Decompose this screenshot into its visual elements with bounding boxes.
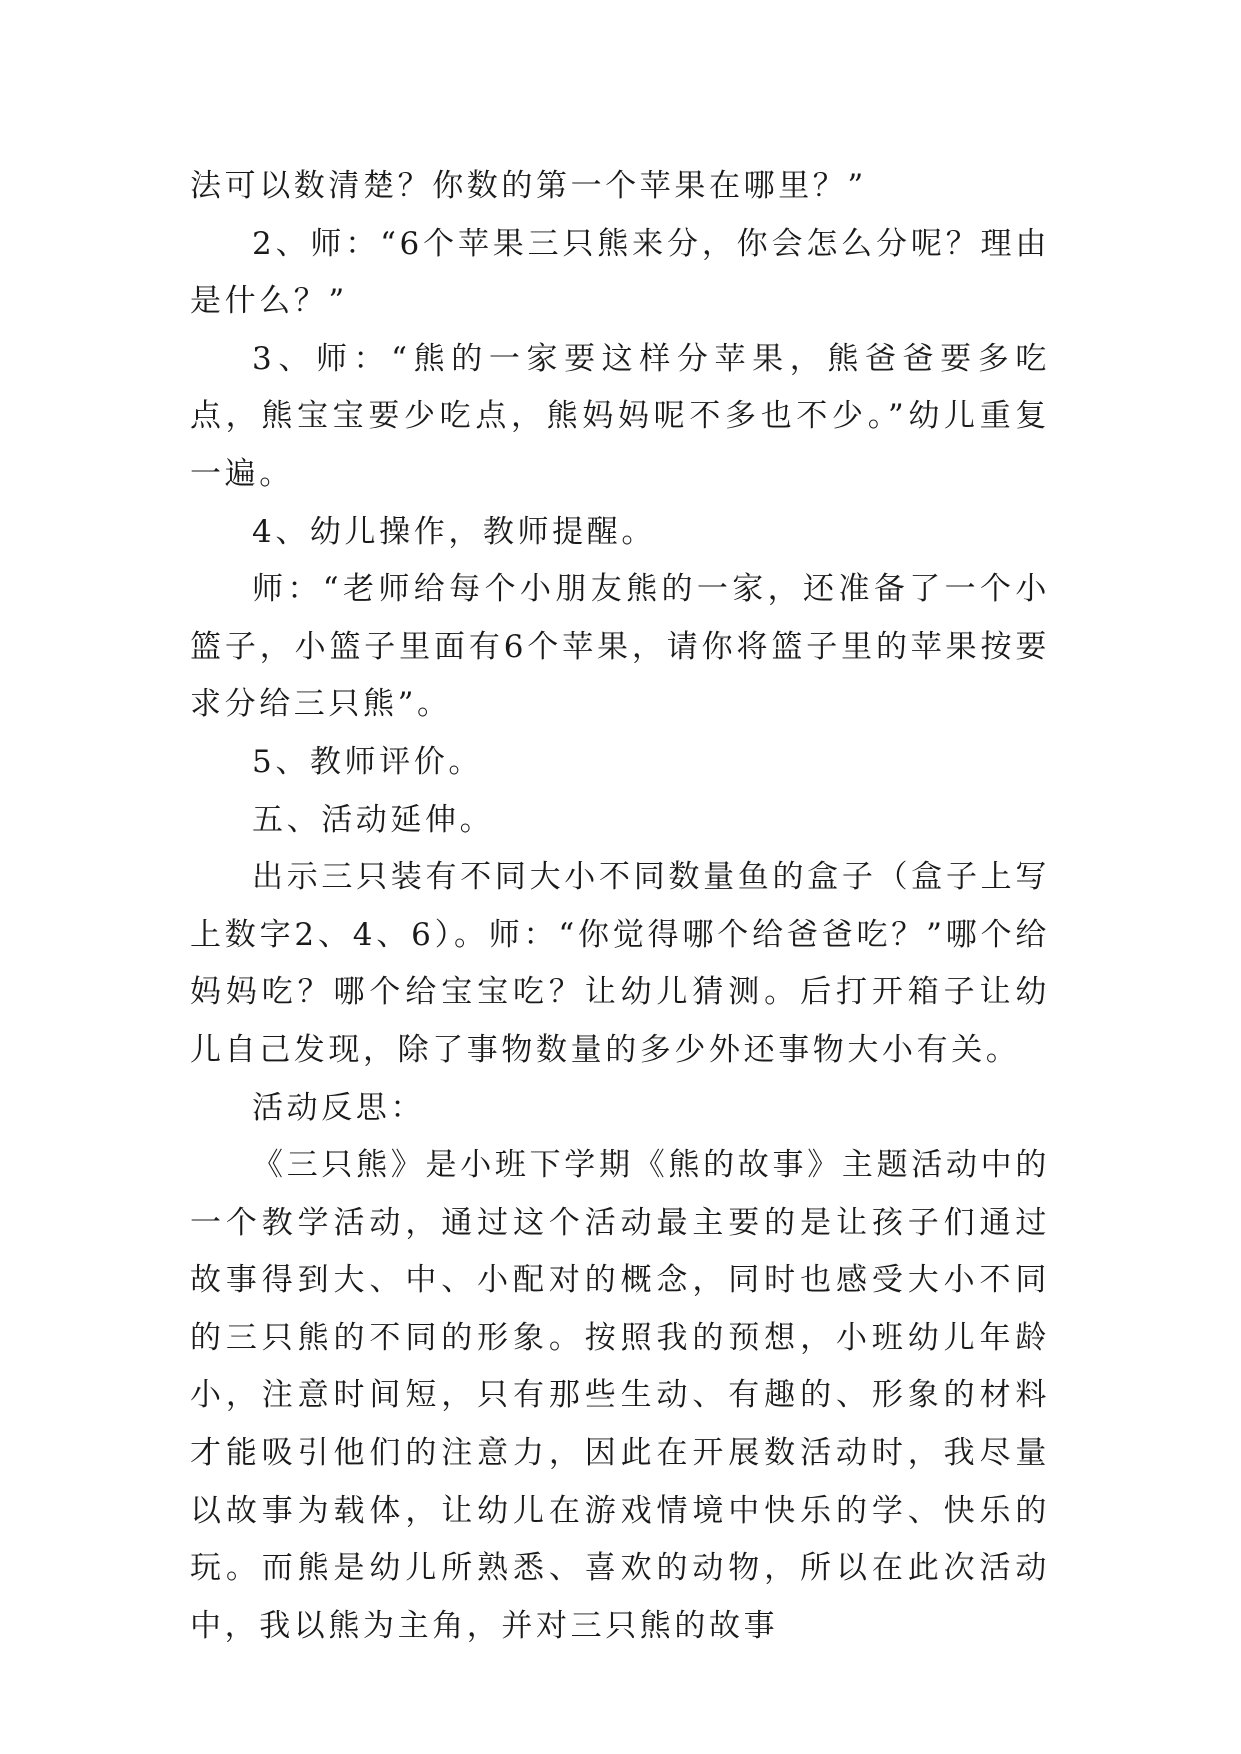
paragraph-9: 活动反思：: [252, 1089, 425, 1126]
body-text: [190, 158, 1050, 1655]
paragraph-5: 师：“老师给每个小朋友熊的一家，还准备了一个小篮子，小篮子里面有6个苹果，请你将篮子里的苹果按要求分给三只熊”。: [190, 571, 1050, 723]
paragraph-7: 五、活动延伸。: [252, 801, 495, 838]
paragraph-3: 3、师：“熊的一家要这样分苹果，熊爸爸要多吃点，熊宝宝要少吃点，熊妈妈呢不多也不少。”幼儿重复一遍。: [190, 340, 1050, 492]
paragraph-6: 5、教师评价。: [252, 743, 483, 780]
paragraph-8: 出示三只装有不同大小不同数量鱼的盒子（盒子上写上数字2、4、6）。师：“你觉得哪个给爸爸吃？”哪个给妈妈吃？哪个给宝宝吃？让幼儿猜测。后打开箱子让幼儿自己发现，除了事物数量的多少外还事物大小有关。: [190, 859, 1050, 1068]
paragraph-10: 《三只熊》是小班下学期《熊的故事》主题活动中的一个教学活动，通过这个活动最主要的是让孩子们通过故事得到大、中、小配对的概念，同时也感受大小不同的三只熊的不同的形象。按照我的预想，小班幼儿年龄小，注意时间短，只有那些生动、有趣的、形象的材料才能吸引他们的注意力，因此在开展数活动时，我尽量以故事为载体，让幼儿在游戏情境中快乐的学、快乐的玩。而熊是幼儿所熟悉、喜欢的动物，所以在此次活动中，我以熊为主角，并对三只熊的故事: [190, 1147, 1050, 1644]
paragraph-4: 4、幼儿操作，教师提醒。: [252, 513, 656, 550]
paragraph-2: 2、师：“6个苹果三只熊来分，你会怎么分呢？理由是什么？”: [190, 225, 1050, 320]
paragraph-1: 法可以数清楚？你数的第一个苹果在哪里？”: [190, 168, 867, 204]
